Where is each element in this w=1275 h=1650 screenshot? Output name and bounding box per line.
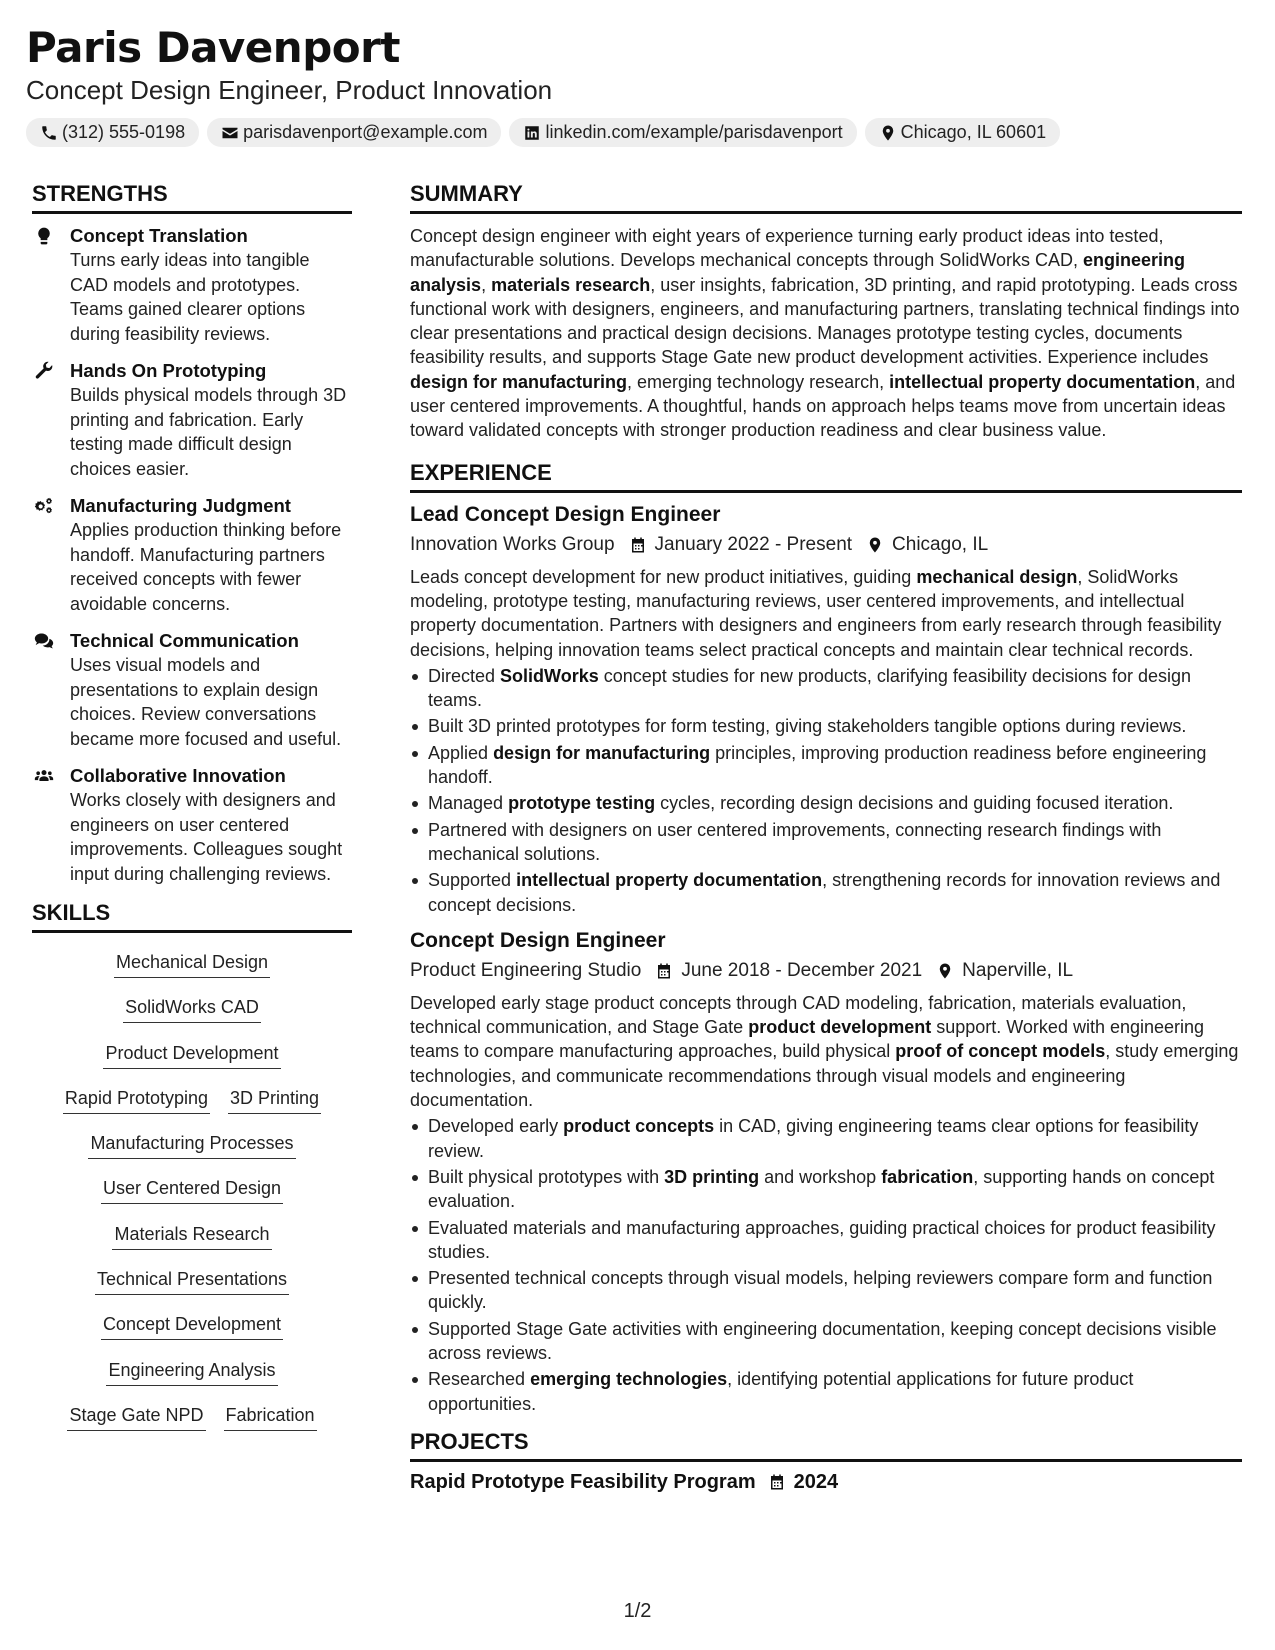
job-dates: January 2022 - Present [654,533,853,555]
users-icon [34,766,54,786]
skill-tag: User Centered Design [101,1175,283,1204]
skills-list [32,943,352,1447]
resume-header [26,22,1249,147]
calendar-icon [655,962,673,980]
list-item: Evaluated materials and manufacturing approaches, guiding practical choices for product feasibility studies. [410,1216,1242,1265]
contact-email-text: parisdavenport@example.com [243,122,488,142]
skill-tag: Concept Development [101,1311,283,1340]
contact-bar [26,118,1249,147]
bold-keyword: prototype testing [508,793,656,814]
job-location: Chicago, IL [892,533,989,555]
list-item: Built 3D printed prototypes for form testing, giving stakeholders tangible options during reviews. [410,714,1242,738]
skill-tag: Engineering Analysis [106,1357,277,1386]
skill-tag: 3D Printing [228,1085,321,1114]
skill-tag: Mechanical Design [114,949,270,978]
job-dates: June 2018 - December 2021 [681,959,923,981]
map-pin-icon [866,536,884,554]
skill-tag: Rapid Prototyping [63,1085,210,1114]
list-item: Directed SolidWorks concept studies for new products, clarifying feasibility decisions for design teams. [410,664,1242,713]
strength-item [32,224,352,346]
job-description: Developed early stage product concepts through CAD modeling, fabrication, materials evaluation, technical communication, and Stage Gate product development support. Worked with engineering teams to compare manufacturing approaches, build physical proof of concept models, study emerging technologies, and communicate recommendations through visual models and engineering documentation. [410,992,1239,1111]
job-meta [410,957,1242,985]
skill-tag: Manufacturing Processes [88,1130,295,1159]
job-bullets [410,664,1242,917]
phone-icon [40,124,58,142]
job-company: Innovation Works Group [410,533,615,555]
list-item: Managed prototype testing cycles, recording design decisions and guiding focused iteration. [410,791,1242,815]
job-meta [410,531,1242,559]
job-location: Naperville, IL [962,959,1074,981]
strength-desc: Turns early ideas into tangible CAD models and prototypes. Teams gained clearer options during feasibility reviews. [70,250,310,344]
contact-phone-text: (312) 555-0198 [62,122,186,142]
strength-item [32,359,352,481]
project-title: Rapid Prototype Feasibility Program [410,1470,756,1493]
list-item: Developed early product concepts in CAD, giving engineering teams clear options for feasibility review. [410,1114,1242,1163]
skill-tag: Product Development [103,1040,280,1069]
bold-keyword: materials research [491,274,651,295]
job-entry [410,501,1242,917]
right-column [410,180,1242,1496]
contact-phone[interactable] [26,118,199,147]
bold-keyword: intellectual property documentation [516,870,823,891]
project-date: 2024 [793,1470,839,1493]
list-item: Researched emerging technologies, identifying potential applications for future product opportunities. [410,1367,1242,1416]
lightbulb-icon [34,226,54,246]
bold-keyword: product concepts [563,1116,715,1137]
bold-keyword: engineering analysis [410,250,1186,295]
map-pin-icon [936,962,954,980]
strength-item [32,629,352,751]
bold-keyword: product development [748,1017,932,1038]
bold-keyword: SolidWorks [500,665,599,686]
skill-tag: Technical Presentations [95,1266,289,1295]
summary-text: Concept design engineer with eight years of experience turning early product ideas into tested, manufacturable solutions. Develops mechanical concepts through SolidWorks CAD, engineering analysis, materials research, user insights, fabrication, 3D printing, and rapid prototyping. Leads cross functional work with designers, engineers, and manufacturing partners, translating technical findings into clear presentations and practical design decisions. Manages prototype testing cycles, documents feasibility results, and supports Stage Gate new product development activities. Experience includes design for manufacturing, emerging technology research, intellectual property documentation, and user centered improvements. A thoughtful, hands on approach helps teams move from uncertain ideas toward validated concepts with stronger production readiness and clear business value. [410,226,1240,441]
calendar-icon [629,536,647,554]
linkedin-icon [523,124,541,142]
strength-title: Concept Translation [70,225,248,246]
bold-keyword: intellectual property documentation [889,371,1196,392]
skill-tag: SolidWorks CAD [123,994,261,1023]
skill-tag: Materials Research [112,1221,271,1250]
list-item: Presented technical concepts through visual models, helping reviewers compare form and function quickly. [410,1266,1242,1315]
bold-keyword: fabrication [881,1166,974,1187]
strength-item [32,764,352,886]
bold-keyword: proof of concept models [895,1041,1106,1062]
skill-tag: Fabrication [224,1402,317,1431]
strength-title: Manufacturing Judgment [70,495,291,516]
job-bullets [410,1114,1242,1416]
calendar-icon [768,1473,786,1491]
list-item: Built physical prototypes with 3D printing and workshop fabrication, supporting hands on concept evaluation. [410,1165,1242,1214]
contact-location[interactable] [865,118,1060,147]
projects-heading: PROJECTS [410,1428,1242,1462]
map-pin-icon [879,124,897,142]
job-title: Concept Design Engineer [410,928,666,952]
experience-heading: EXPERIENCE [410,459,1242,493]
strength-title: Hands On Prototyping [70,360,267,381]
contact-email[interactable] [207,118,501,147]
strengths-heading: STRENGTHS [32,180,352,214]
candidate-name: Paris Davenport [26,23,400,72]
strength-desc: Uses visual models and presentations to explain design choices. Review conversations became more focused and useful. [70,655,342,749]
wrench-icon [34,361,54,381]
bold-keyword: design for manufacturing [410,371,628,392]
skills-heading: SKILLS [32,899,352,933]
strength-item [32,494,352,616]
job-title: Lead Concept Design Engineer [410,502,721,526]
job-entry [410,927,1242,1416]
bold-keyword: emerging technologies [530,1369,728,1390]
contact-location-text: Chicago, IL 60601 [900,122,1047,142]
contact-linkedin[interactable] [509,118,856,147]
job-description: Leads concept development for new product initiatives, guiding mechanical design, SolidWorks modeling, prototype testing, manufacturing reviews, user centered improvements, and intellectual property documentation. Partners with designers and engineers from early research through feasibility decisions, helping innovation teams select practical concepts and maintain clear technical records. [410,566,1222,660]
job-company: Product Engineering Studio [410,959,642,981]
bold-keyword: mechanical design [916,566,1078,587]
strength-desc: Applies production thinking before handoff. Manufacturing partners received concepts with fewer avoidable concerns. [70,520,342,614]
left-column [32,180,352,1447]
page-number: 1/2 [623,1600,652,1622]
comments-icon [34,631,54,651]
project-entry [410,1468,1242,1496]
candidate-title: Concept Design Engineer, Product Innovation [26,75,553,105]
list-item: Supported intellectual property documentation, strengthening records for innovation reviews and concept decisions. [410,868,1242,917]
summary-heading: SUMMARY [410,180,1242,214]
strength-desc: Works closely with designers and engineers on user centered improvements. Colleagues sought input during challenging reviews. [70,790,343,884]
list-item: Supported Stage Gate activities with engineering documentation, keeping concept decisions visible across reviews. [410,1317,1242,1366]
strength-title: Collaborative Innovation [70,765,286,786]
skill-tag: Stage Gate NPD [67,1402,205,1431]
strength-title: Technical Communication [70,630,299,651]
gears-icon [34,496,54,516]
bold-keyword: 3D printing [664,1166,760,1187]
bold-keyword: design for manufacturing [493,742,711,763]
strength-desc: Builds physical models through 3D printing and fabrication. Early testing made difficult design choices easier. [70,385,347,479]
list-item: Partnered with designers on user centered improvements, connecting research findings with mechanical solutions. [410,818,1242,867]
envelope-icon [221,124,239,142]
list-item: Applied design for manufacturing principles, improving production readiness before engineering handoff. [410,741,1242,790]
contact-linkedin-text: linkedin.com/example/parisdavenport [545,122,843,142]
